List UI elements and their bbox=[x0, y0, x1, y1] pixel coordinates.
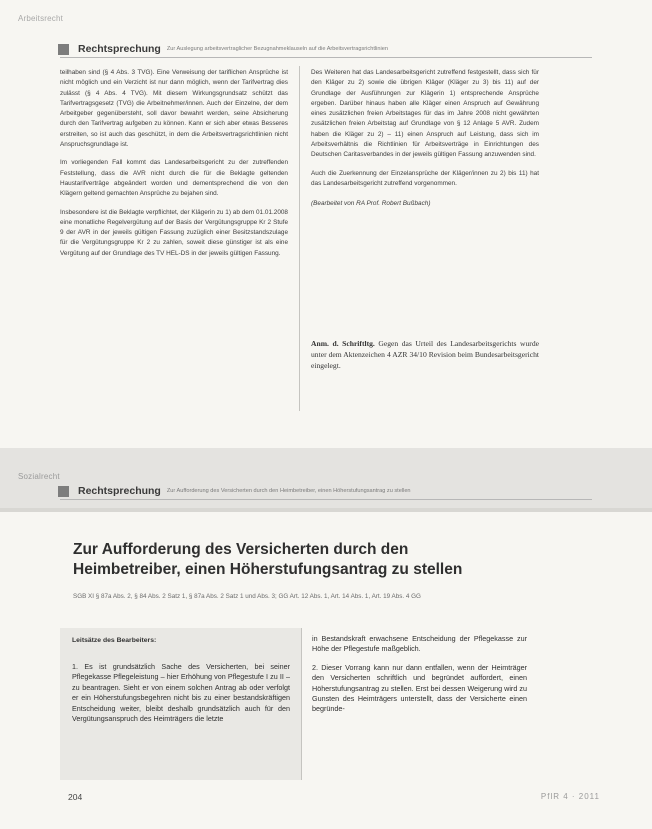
header-square-icon bbox=[58, 486, 69, 497]
section-label-bottom: Sozialrecht bbox=[18, 472, 60, 481]
journal-issue: PflR 4 · 2011 bbox=[540, 792, 600, 801]
headnotes-right-column bbox=[312, 634, 527, 723]
legal-citations: SGB XI § 87a Abs. 2, § 84 Abs. 2 Satz 1, § 87a Abs. 2 Satz 1 und Abs. 3; GG Art. 12 Abs. 1, Art. 14 Abs. 1, Art. 19 Abs. 4 GG bbox=[73, 593, 421, 600]
header-title: Rechtsprechung bbox=[78, 485, 161, 497]
column-divider bbox=[301, 628, 302, 780]
editorial-note-label: Anm. d. Schriftltg. bbox=[311, 339, 375, 348]
section-label-top: Arbeitsrecht bbox=[18, 14, 64, 23]
separator-band-edge bbox=[0, 508, 652, 512]
running-header-top bbox=[58, 43, 388, 55]
column-divider bbox=[299, 66, 300, 411]
paragraph: Im vorliegenden Fall kommt das Landesarbeitsgericht zu der zutreffenden Feststellung, dass die AVR nicht durch die für die Beklagte geltenden Haustarifverträge abgeändert worden und dementsprechend die von den Klägern geltend gemachten Ansprüche zu bejahen sind. bbox=[60, 159, 288, 198]
editorial-note bbox=[311, 338, 539, 372]
page-number: 204 bbox=[68, 792, 83, 802]
header-title: Rechtsprechung bbox=[78, 43, 161, 55]
header-rule bbox=[60, 499, 592, 500]
headnote: 1. Es ist grundsätzlich Sache des Versicherten, bei seiner Pflegekasse Pflegeleistung – hier Erhöhung von Pflegestufe I zu II – zu beantragen. Sieht er von einem solchen Antrag ab oder verfolgt er ein Höherstufungsbegehren nicht bis zu einer bestandskräftigen Entscheidung weiter, bleibt deshalb grundsätzlich auch für den Vergütungsanspruch des Heimträgers die letzte bbox=[72, 662, 290, 724]
editorial-note-text: Gegen das Urteil des Landesarbeitsgerichts wurde unter dem Aktenzeichen 4 AZR 34/10 Revision beim Bundesarbeitsgericht eingelegt. bbox=[311, 339, 539, 371]
header-subtitle: Zur Auslegung arbeitsvertraglicher Bezugnahmeklauseln auf die Arbeitsvertragsrichtlinien bbox=[166, 46, 388, 52]
right-column-top bbox=[311, 68, 539, 218]
header-rule bbox=[60, 57, 592, 58]
headnote: in Bestandskraft erwachsene Entscheidung der Pflegekasse zur Höhe der Pflegestufe maßgeblich. bbox=[312, 634, 527, 654]
paragraph: Auch die Zuerkennung der Einzelansprüche der Kläger/innen zu 2) bis 11) hat das Landesarbeitsgericht zutreffend vorgenommen. bbox=[311, 169, 539, 187]
article-title bbox=[73, 540, 593, 580]
header-subtitle: Zur Aufforderung des Versicherten durch den Heimbetreiber, einen Höherstufungsantrag zu stellen bbox=[166, 488, 411, 494]
left-column-top bbox=[60, 68, 288, 267]
header-square-icon bbox=[58, 44, 69, 55]
article-title-line: Heimbetreiber, einen Höherstufungsantrag zu stellen bbox=[73, 561, 463, 578]
running-header-bottom bbox=[58, 485, 411, 497]
paragraph: Insbesondere ist die Beklagte verpflichtet, der Klägerin zu 1) ab dem 01.01.2008 eine monatliche Regelvergütung auf der Basis der Vergütungsgruppe Kr 2 Stufe 9 der AVR in der jeweils gültigen Fassung zuzüglich einer Besitzstandszulage für die Vergütungsgruppe Kr 2 zu zahlen, soweit diese günstiger ist als eine Vergütung auf der Grundlage des TV HEL-DS in der jeweils gültigen Fassung. bbox=[60, 208, 288, 257]
paragraph: Des Weiteren hat das Landesarbeitsgericht zutreffend festgestellt, dass sich für den Kläger zu 2) sowie die übrigen Kläger (Kläger zu 3) bis 11) auf der Grundlage der Ausführungen zur Klägerin 1) entsprechende Ansprüche ergeben. Darüber hinaus haben alle Kläger einen Anspruch auf Gewährung eines zusätzlichen freien Arbeitstages für das im Jahre 2008 nicht gewährten zusätzlichen freien Arbeitstag auf Grundlage von § 12 Anlage 5 AVR. Zudem haben die Kläger zu 2) – 11) einen Anspruch auf Leistung, dass sich im Arbeitsverhältnis die Richtlinien für Arbeitsverträge in Einrichtungen des Deutschen Caritasverbandes in der jeweils gültigen Fassung anzuwenden sind. bbox=[311, 69, 539, 159]
paragraph: teilhaben sind (§ 4 Abs. 3 TVG). Eine Verweisung der tariflichen Ansprüche ist nicht möglich und ein Verzicht ist nur dann möglich, wenn der Tarifvertrag dies zulässt (§ 4 Abs. 4 TVG). Mit diesem Wirkungsgrundsatz schützt das Tarifvertragsgesetz (TVG) die Arbeitnehmer/innen. Auch der Einzelne, der dem Arbeitgeber gegenübersteht, soll davor bewahrt werden, seine Absicherung durch den Tarifvertrag aufgeben zu können. Kann er sich aber etwas Besseres erstreiten, so ist auch das geschützt, in dem die Arbeitsvertragsrichtlinien nicht Anspruchsgrundlage ist. bbox=[60, 69, 288, 149]
headnotes-left-column bbox=[72, 662, 290, 732]
article-title-line: Zur Aufforderung des Versicherten durch den bbox=[73, 541, 409, 558]
author-note: (Bearbeitet von RA Prof. Robert Bußbach) bbox=[311, 200, 431, 208]
headnotes-heading: Leitsätze des Bearbeiters: bbox=[72, 637, 157, 644]
headnote: 2. Dieser Vorrang kann nur dann entfallen, wenn der Heimträger den Versicherten schriftlich und begründet auffordert, einen Höherstufungsantrag zu stellen. Erst bei dessen Weigerung wird zu Gunsten des Heimträgers unterstellt, dass der Versicherte einen begründe- bbox=[312, 662, 527, 714]
